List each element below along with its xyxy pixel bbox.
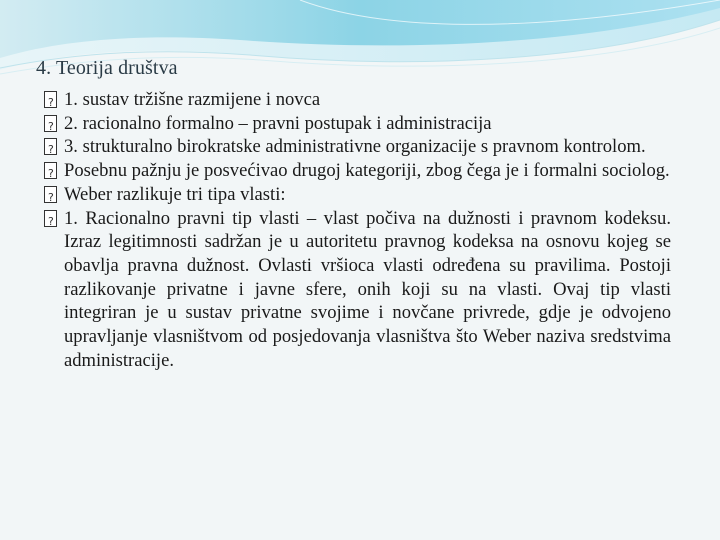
list-item-text: 1. sustav tržišne razmijene i novca [64, 89, 321, 110]
bullet-icon [44, 162, 57, 179]
list-item [44, 88, 671, 112]
list-item [44, 135, 671, 159]
list-item-text: Weber razlikuje tri tipa vlasti: [64, 183, 286, 205]
bullet-icon [44, 210, 57, 227]
list-item-text: Posebnu pažnju je posvećivao drugoj kategoriji, zbog čega je i formalni sociolog. [64, 160, 670, 182]
list-item-text: 3. strukturalno birokratske administrativne organizacije s pravnom kontrolom. [64, 136, 646, 158]
bullet-icon [44, 115, 57, 132]
bullet-icon [44, 138, 57, 155]
list-item [44, 207, 671, 373]
list-item [44, 183, 671, 207]
list-item [44, 159, 671, 183]
bullet-list [44, 88, 671, 372]
slide-title: 4. Teorija društva [36, 57, 178, 79]
bullet-icon [44, 91, 57, 108]
list-item-text: 1. Racionalno pravni tip vlasti – vlast počiva na dužnosti i pravnom kodeksu. Izraz legitimnosti sadržan je u autoritetu pravnog kodeksa na osnovu kojeg se obavlja pravna dužnost. Ovlasti vršioca vlasti određena su pravilima. Postoji razlikovanje privatne i javne sfere, onih koji su na vlasti. Ovaj tip vlasti integriran je u sustav privatne svojime i novčane privrede, gdje je odvojeno upravljanje vlasništvom od posjedovanja vlasništva što Weber naziva sredstvima administracije. [64, 207, 671, 371]
list-item [44, 112, 671, 136]
bullet-icon [44, 186, 57, 203]
list-item-text: 2. racionalno formalno – pravni postupak i administracija [64, 112, 492, 134]
